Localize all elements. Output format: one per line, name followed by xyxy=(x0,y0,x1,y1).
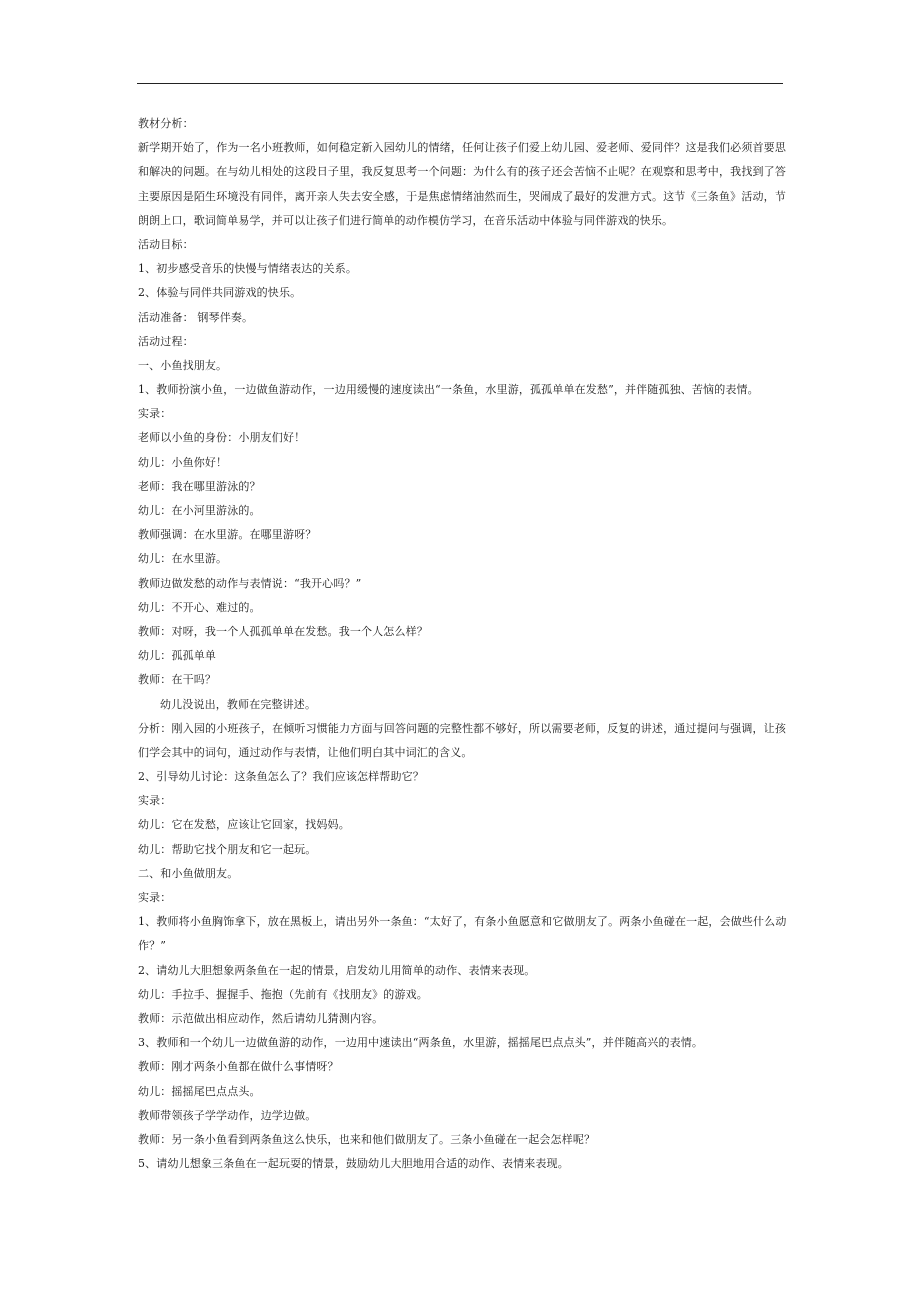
doc-line: 5、请幼儿想象三条鱼在一起玩耍的情景，鼓励幼儿大胆地用合适的动作、表情来表现。 xyxy=(138,1157,569,1171)
doc-line: 老师：我在哪里游泳的？ xyxy=(138,479,261,493)
doc-line: 1、初步感受音乐的快慢与情绪表达的关系。 xyxy=(138,262,357,276)
doc-line: 幼儿没说出，教师在完整讲述。 xyxy=(160,697,317,711)
doc-line: 幼儿：它在发愁，应该让它回家，找妈妈。 xyxy=(138,818,350,832)
doc-line: 幼儿：在水里游。 xyxy=(138,552,228,566)
doc-line: 主要原因是陌生环境没有同伴，离开亲人失去安全感，于是焦虑情绪油然而生，哭闹成了最好的发泄方式。这节《三条鱼》活动，节 xyxy=(138,189,786,203)
doc-line: 新学期开始了，作为一名小班教师，如何稳定新入园幼儿的情绪，任何让孩子们爱上幼儿园、爱老师、爱同伴？这是我们必须首要思 xyxy=(138,141,786,155)
doc-line: 活动过程： xyxy=(138,334,194,348)
document-body xyxy=(138,112,786,1176)
doc-line: 教师：示范做出相应动作，然后请幼儿猜测内容。 xyxy=(138,1011,384,1025)
doc-line: 活动目标： xyxy=(138,237,194,251)
doc-line: 教师强调：在水里游。在哪里游呀？ xyxy=(138,528,317,542)
doc-line: 1、教师将小鱼胸饰拿下，放在黑板上，请出另外一条鱼：“太好了，有条小鱼愿意和它做朋友了。两条小鱼碰在一起，会做些什么动 xyxy=(138,915,787,929)
doc-line: 1、教师扮演小鱼，一边做鱼游动作，一边用缓慢的速度读出“一条鱼，水里游，孤孤单单在发愁”，并伴随孤独、苦恼的表情。 xyxy=(138,383,759,397)
doc-line: 们学会其中的词句，通过动作与表情，让他们明白其中词汇的含义。 xyxy=(138,745,473,759)
doc-line: 2、请幼儿大胆想象两条鱼在一起的情景，启发幼儿用简单的动作、表情来表现。 xyxy=(138,963,536,977)
doc-line: 2、体验与同伴共同游戏的快乐。 xyxy=(138,286,302,300)
doc-line: 老师以小鱼的身份：小朋友们好！ xyxy=(138,431,306,445)
doc-line: 实录： xyxy=(138,794,172,808)
doc-line: 活动准备： 钢琴伴奏。 xyxy=(138,310,254,324)
header-rule xyxy=(137,83,783,84)
doc-line: 教师边做发愁的动作与表情说：“我开心吗？” xyxy=(138,576,362,590)
doc-line: 幼儿：小鱼你好！ xyxy=(138,455,228,469)
doc-line: 幼儿：帮助它找个朋友和它一起玩。 xyxy=(138,842,317,856)
doc-line: 实录： xyxy=(138,891,172,904)
doc-line: 分析：刚入园的小班孩子，在倾听习惯能力方面与回答问题的完整性都不够好，所以需要老师，反复的讲述，通过提问与强调，让孩 xyxy=(138,721,786,735)
doc-line: 幼儿：不开心、难过的。 xyxy=(138,600,261,614)
doc-line: 实录： xyxy=(138,407,172,421)
doc-line: 教师：在干吗？ xyxy=(138,673,217,687)
doc-line: 幼儿：孤孤单单 xyxy=(138,649,217,663)
doc-line: 二、和小鱼做朋友。 xyxy=(138,866,239,880)
doc-line: 朗朗上口，歌词简单易学，并可以让孩子们进行简单的动作模仿学习，在音乐活动中体验与同伴游戏的快乐。 xyxy=(138,213,674,227)
doc-line: 一、小鱼找朋友。 xyxy=(138,358,228,372)
doc-line: 幼儿：摇摇尾巴点点头。 xyxy=(138,1084,261,1098)
doc-line: 教材分析： xyxy=(138,117,194,130)
doc-line: 作？” xyxy=(138,939,167,953)
doc-line: 和解决的问题。在与幼儿相处的这段日子里，我反复思考一个问题：为什么有的孩子还会苦恼不止呢？在观察和思考中，我找到了答 xyxy=(138,165,786,179)
doc-line: 教师：另一条小鱼看到两条鱼这么快乐，也来和他们做朋友了。三条小鱼碰在一起会怎样呢？ xyxy=(138,1132,596,1146)
doc-line: 教师：对呀，我一个人孤孤单单在发愁。我一个人怎么样？ xyxy=(138,624,428,638)
doc-line: 2、引导幼儿讨论：这条鱼怎么了？我们应该怎样帮助它？ xyxy=(138,770,424,784)
doc-line: 3、教师和一个幼儿一边做鱼游的动作，一边用中速读出“两条鱼，水里游，摇摇尾巴点点头”，并伴随高兴的表情。 xyxy=(138,1036,704,1050)
doc-line: 幼儿：在小河里游泳的。 xyxy=(138,504,261,517)
doc-line: 幼儿：手拉手、握握手、拖抱（先前有《找朋友》的游戏。 xyxy=(138,987,428,1001)
doc-line: 教师：刚才两条小鱼都在做什么事情呀？ xyxy=(138,1060,339,1074)
doc-line: 教师带领孩子学学动作，边学边做。 xyxy=(138,1108,317,1122)
